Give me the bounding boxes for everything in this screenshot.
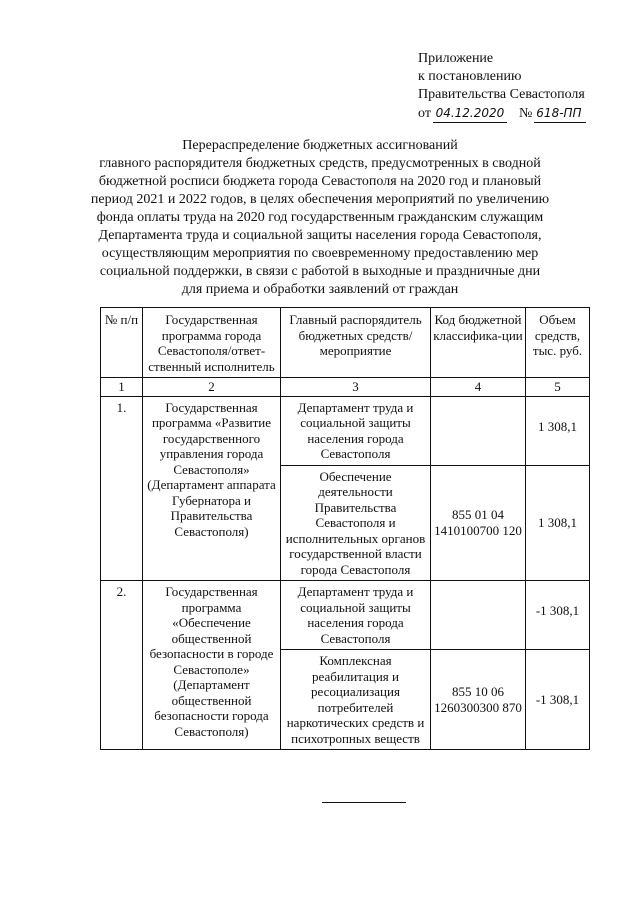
title-line: для приема и обработки заявлений от граждан — [181, 282, 459, 297]
row-manager-amount: -1 308,1 — [526, 581, 590, 650]
row-program: Государственная программа «Развитие государственного управления города Севастополя» (Департамент аппарата Губернатора и Правительства Севастополя) — [143, 396, 281, 581]
title-line: главного распорядителя бюджетных средств, предусмотренных в сводной — [99, 156, 541, 171]
table-row — [101, 581, 590, 650]
row-code: 855 10 06 1260300300 870 — [431, 650, 526, 750]
row-activity: Комплексная реабилитация и ресоциализация потребителей наркотических средств и психотропных веществ — [281, 650, 431, 750]
title-line: фонда оплаты труда на 2020 год государственным гражданским служащим — [96, 210, 544, 225]
header-code: Код бюджетной классифика-ции — [431, 308, 526, 378]
row-code: 855 01 04 1410100700 120 — [431, 465, 526, 581]
title-line: период 2021 и 2022 годов, в целях обеспечения мероприятий по увеличению — [90, 192, 550, 207]
row-num: 2. — [101, 581, 143, 750]
row-manager-amount: 1 308,1 — [526, 396, 590, 465]
title-line: Перераспределение бюджетных ассигнований — [182, 138, 458, 153]
header-program: Государственная программа города Севастополя/ответ-ственный исполнитель — [143, 308, 281, 378]
handwritten-date: 04.12.2020 — [433, 104, 507, 123]
end-divider — [322, 802, 406, 803]
header-num: № п/п — [101, 308, 143, 378]
index-cell: 5 — [526, 378, 590, 397]
row-manager-code — [431, 396, 526, 465]
index-cell: 4 — [431, 378, 526, 397]
row-manager-code — [431, 581, 526, 650]
appendix-line-3: Правительства Севастополя — [418, 87, 585, 102]
row-activity-amount: 1 308,1 — [526, 465, 590, 581]
appendix-signature-line — [418, 104, 588, 123]
index-cell: 3 — [281, 378, 431, 397]
budget-table — [100, 307, 590, 750]
index-cell: 2 — [143, 378, 281, 397]
row-num: 1. — [101, 396, 143, 581]
row-activity: Обеспечение деятельности Правительства Севастополя и исполнительных органов государственной власти города Севастополя — [281, 465, 431, 581]
table-row — [101, 396, 590, 465]
appendix-line-2: к постановлению — [418, 69, 522, 84]
appendix-line-1: Приложение — [418, 51, 494, 66]
title-line: бюджетной росписи бюджета города Севастополя на 2020 год и плановый — [98, 174, 542, 189]
header-manager: Главный распорядитель бюджетных средств/мероприятие — [281, 308, 431, 378]
row-manager: Департамент труда и социальной защиты населения города Севастополя — [281, 581, 431, 650]
document-title — [90, 137, 550, 299]
row-activity-amount: -1 308,1 — [526, 650, 590, 750]
row-program: Государственная программа «Обеспечение общественной безопасности в городе Севастополе» (Департамент общественной безопасности города Севастополя) — [143, 581, 281, 750]
title-line: осуществляющим мероприятия по своевременному предоставлению мер — [101, 246, 539, 261]
appendix-block — [418, 50, 588, 123]
title-line: Департамента труда и социальной защиты населения города Севастополя, — [98, 228, 542, 243]
number-prefix: № — [518, 106, 533, 121]
header-row — [101, 308, 590, 378]
index-cell: 1 — [101, 378, 143, 397]
title-line: социальной поддержки, в связи с работой в выходные и праздничные дни — [99, 264, 541, 279]
date-prefix: от — [418, 106, 431, 121]
row-manager: Департамент труда и социальной защиты населения города Севастополя — [281, 396, 431, 465]
handwritten-number: 618-ПП — [534, 104, 586, 123]
index-row — [101, 378, 590, 397]
header-amount: Объем средств, тыс. руб. — [526, 308, 590, 378]
